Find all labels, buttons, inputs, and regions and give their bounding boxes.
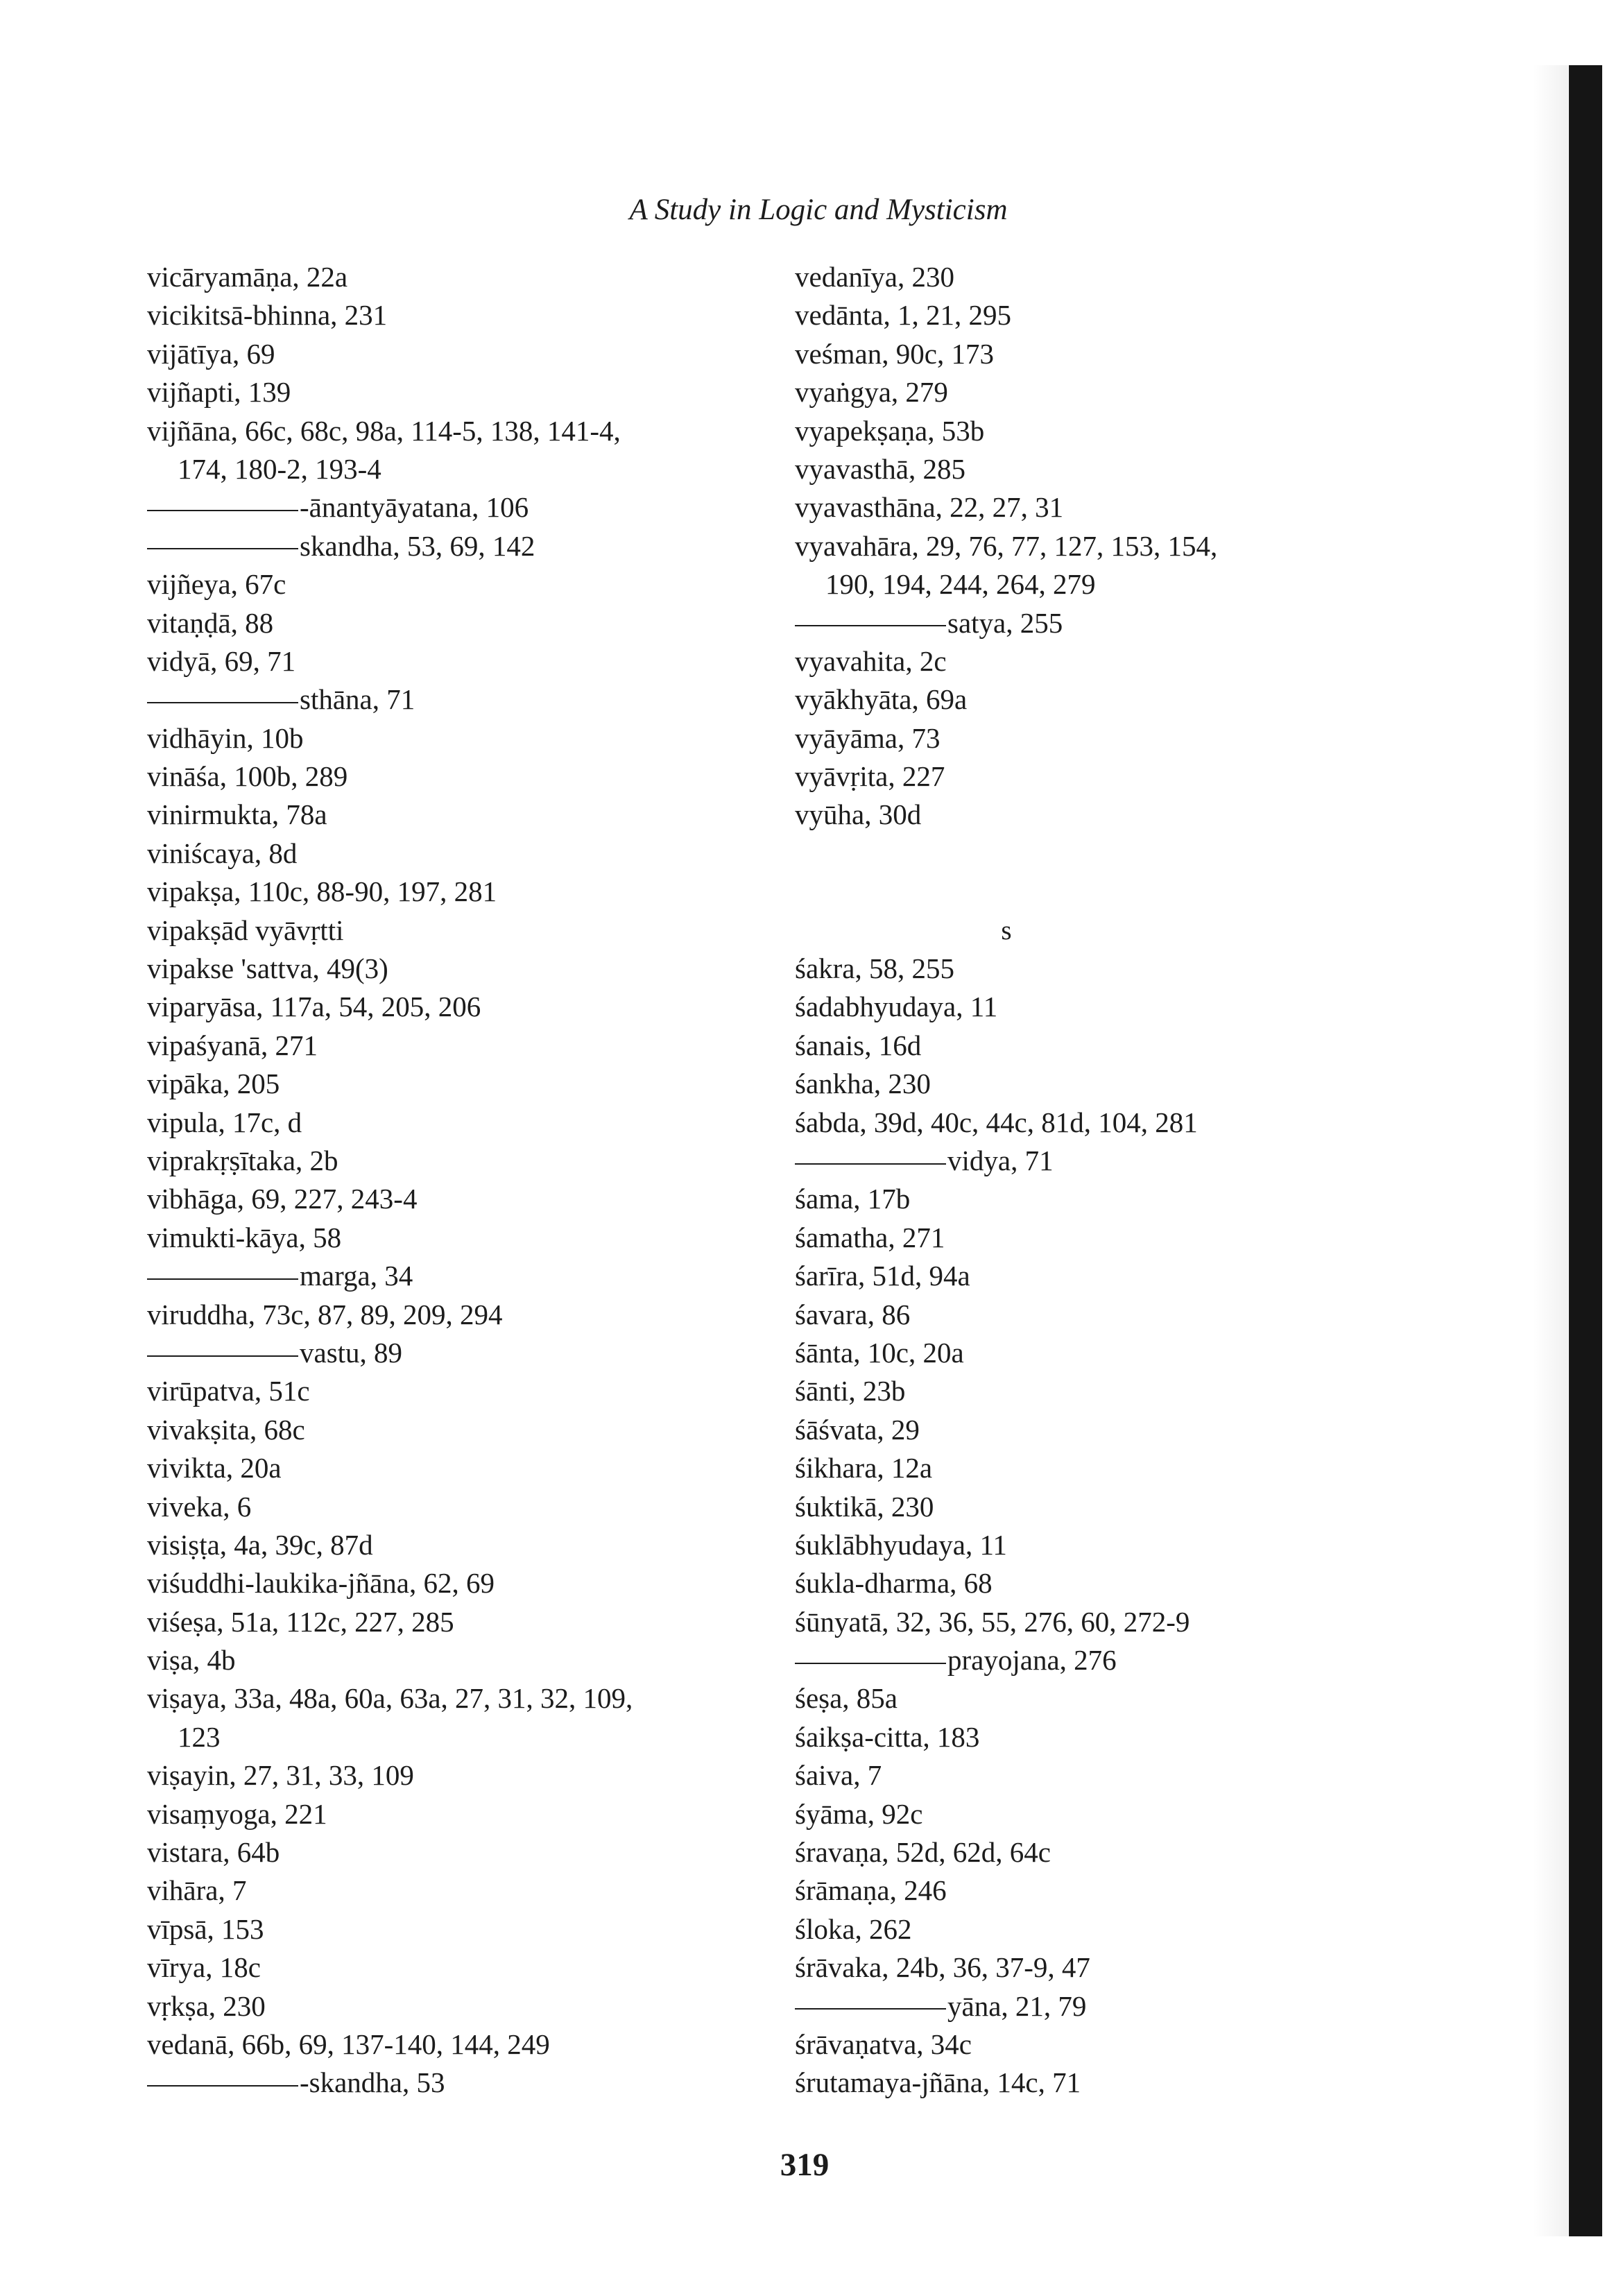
index-entry: śrāvaka, 24b, 36, 37-9, 47 [795,1951,1090,1984]
index-entry: śama, 17b [795,1183,911,1215]
index-entry: vipaśyanā, 271 [147,1029,318,1061]
index-subentry [795,1987,1482,2025]
ditto-dash [795,1663,946,1664]
index-entry-continuation: 174, 180-2, 193-4 [178,452,381,485]
index-subentry [795,1142,1482,1180]
index-entry: vipakse 'sattva, 49(3) [147,952,388,985]
ditto-dash [147,510,298,511]
index-entry: vicikitsā-bhinna, 231 [147,299,388,332]
page-edge-shadow [1533,65,1569,2236]
index-entry: vistara, 64b [147,1836,280,1869]
ditto-dash [147,1355,298,1357]
index-subentry [147,488,813,526]
index-subentry-text: vidya, 71 [947,1144,1054,1176]
index-entry: vedanīya, 230 [795,261,954,293]
index-entry: vyavahita, 2c [795,644,947,677]
index-entry: śadabhyudaya, 11 [795,991,998,1023]
ditto-dash [147,702,298,703]
index-subentry-text: sthāna, 71 [300,683,415,716]
index-entry: vidyā, 69, 71 [147,644,296,677]
index-entry: śamatha, 271 [795,1221,945,1253]
index-entry: śravaṇa, 52d, 62d, 64c [795,1836,1051,1869]
index-entry: śakra, 58, 255 [795,952,955,985]
index-entry: vihāra, 7 [147,1874,247,1907]
index-entry: śrutamaya-jñāna, 14c, 71 [795,2066,1081,2099]
index-entry: vibhāga, 69, 227, 243-4 [147,1183,418,1215]
index-entry: vipāka, 205 [147,1068,280,1100]
index-entry: vidhāyin, 10b [147,721,304,754]
index-entry: śarīra, 51d, 94a [795,1260,970,1292]
index-entry: śavara, 86 [795,1298,911,1330]
index-entry: vipakṣa, 110c, 88-90, 197, 281 [147,875,497,908]
index-entry: śānta, 10c, 20a [795,1336,964,1369]
index-subentry [795,1641,1482,1679]
index-entry: virūpatva, 51c [147,1375,310,1407]
index-entry: viṣaya, 33a, 48a, 60a, 63a, 27, 31, 32, 109, [147,1682,633,1715]
index-subentry-text: -skandha, 53 [300,2066,445,2099]
index-entry: vyāvṛita, 227 [795,760,945,793]
index-entry: vyaṅgya, 279 [795,376,948,409]
index-entry: vyavasthāna, 22, 27, 31 [795,491,1064,524]
index-entry: śankha, 230 [795,1068,931,1100]
index-entry: vinirmukta, 78a [147,798,327,831]
ditto-dash [795,625,946,626]
index-entry: vicāryamāṇa, 22a [147,261,348,293]
index-entry: śuklābhyudaya, 11 [795,1528,1007,1561]
index-subentry-text: vastu, 89 [300,1336,403,1369]
index-entry: śaiva, 7 [795,1759,882,1792]
index-entry: visaṃyoga, 221 [147,1797,327,1830]
index-subentry-text: yāna, 21, 79 [947,1989,1087,2022]
index-entry: śeṣa, 85a [795,1682,898,1715]
ditto-dash [795,1163,946,1165]
index-entry: vyākhyāta, 69a [795,683,968,716]
index-entry-continuation: 123 [178,1720,221,1753]
index-entry: viprakṛṣītaka, 2b [147,1144,338,1176]
index-entry: vedānta, 1, 21, 295 [795,299,1011,332]
index-entry: viveka, 6 [147,1490,252,1523]
index-entry: vyavasthā, 285 [795,452,965,485]
index-entry: śuktikā, 230 [795,1490,934,1523]
index-entry: śloka, 262 [795,1912,912,1945]
index-entry: vimukti-kāya, 58 [147,1221,342,1253]
index-entry: śūnyatā, 32, 36, 55, 276, 60, 272-9 [795,1605,1190,1638]
index-entry: viśuddhi-laukika-jñāna, 62, 69 [147,1567,495,1600]
index-subentry-text: marga, 34 [300,1260,413,1292]
index-subentry [147,1257,813,1295]
index-entry: śrāmaṇa, 246 [795,1874,947,1907]
index-entry: vyūha, 30d [795,798,922,831]
index-entry: viniścaya, 8d [147,837,298,869]
index-entry: vijātīya, 69 [147,337,275,370]
index-entry: vyavahāra, 29, 76, 77, 127, 153, 154, [795,529,1218,562]
index-subentry [795,604,1482,642]
index-spacer [795,834,1482,873]
index-entry: śānti, 23b [795,1375,906,1407]
index-spacer [795,873,1482,911]
index-entry: śukla-dharma, 68 [795,1567,993,1600]
index-entry: veśman, 90c, 173 [795,337,994,370]
index-entry: vitaṇḍā, 88 [147,606,274,639]
index-entry: vipakṣād vyāvṛtti [147,914,344,946]
index-entry: viṣa, 4b [147,1644,236,1677]
index-subentry [147,1334,813,1372]
index-entry: vṛkṣa, 230 [147,1989,266,2022]
index-subentry [147,680,813,719]
running-head: A Study in Logic and Mysticism [629,194,1008,226]
ditto-dash [147,1278,298,1280]
index-entry: vyapekṣaṇa, 53b [795,414,985,447]
index-column-left [147,258,813,2102]
ditto-dash [147,2085,298,2087]
index-subentry-text: prayojana, 276 [947,1644,1117,1677]
index-entry: viṣayin, 27, 31, 33, 109 [147,1759,414,1792]
index-entry-continuation: 190, 194, 244, 264, 279 [825,568,1096,601]
page-edge-bar [1569,65,1602,2236]
index-column-right [795,258,1482,2102]
index-subentry [147,527,813,565]
index-entry: vedanā, 66b, 69, 137-140, 144, 249 [147,2028,550,2060]
ditto-dash [795,2008,946,2010]
index-entry: vīrya, 18c [147,1951,261,1984]
index-entry: vīpsā, 153 [147,1912,264,1945]
index-entry: vijñapti, 139 [147,376,291,409]
index-entry: śabda, 39d, 40c, 44c, 81d, 104, 281 [795,1106,1198,1138]
index-entry: vipula, 17c, d [147,1106,302,1138]
index-entry: vyāyāma, 73 [795,721,941,754]
index-entry: vijñāna, 66c, 68c, 98a, 114-5, 138, 141-4, [147,414,621,447]
index-entry: śāśvata, 29 [795,1413,920,1446]
index-entry: viśeṣa, 51a, 112c, 227, 285 [147,1605,454,1638]
index-entry: vijñeya, 67c [147,568,286,601]
index-entry: viruddha, 73c, 87, 89, 209, 294 [147,1298,503,1330]
index-section-letter: s [1001,915,1012,945]
index-subentry-text: -ānantyāyatana, 106 [300,491,529,524]
index-entry: vināśa, 100b, 289 [147,760,348,793]
index-entry: vivikta, 20a [147,1452,282,1484]
index-entry: śaikṣa-citta, 183 [795,1720,980,1753]
index-entry: vivakṣita, 68c [147,1413,305,1446]
index-subentry-text: skandha, 53, 69, 142 [300,529,535,562]
index-entry: viparyāsa, 117a, 54, 205, 206 [147,991,481,1023]
index-subentry [147,2064,813,2102]
index-entry: śrāvaṇatva, 34c [795,2028,972,2060]
ditto-dash [147,548,298,549]
index-entry: śanais, 16d [795,1029,922,1061]
index-entry: visiṣṭa, 4a, 39c, 87d [147,1528,373,1561]
index-entry: śikhara, 12a [795,1452,933,1484]
page-number: 319 [780,2147,830,2183]
index-entry: śyāma, 92c [795,1797,923,1830]
index-subentry-text: satya, 255 [947,606,1063,639]
